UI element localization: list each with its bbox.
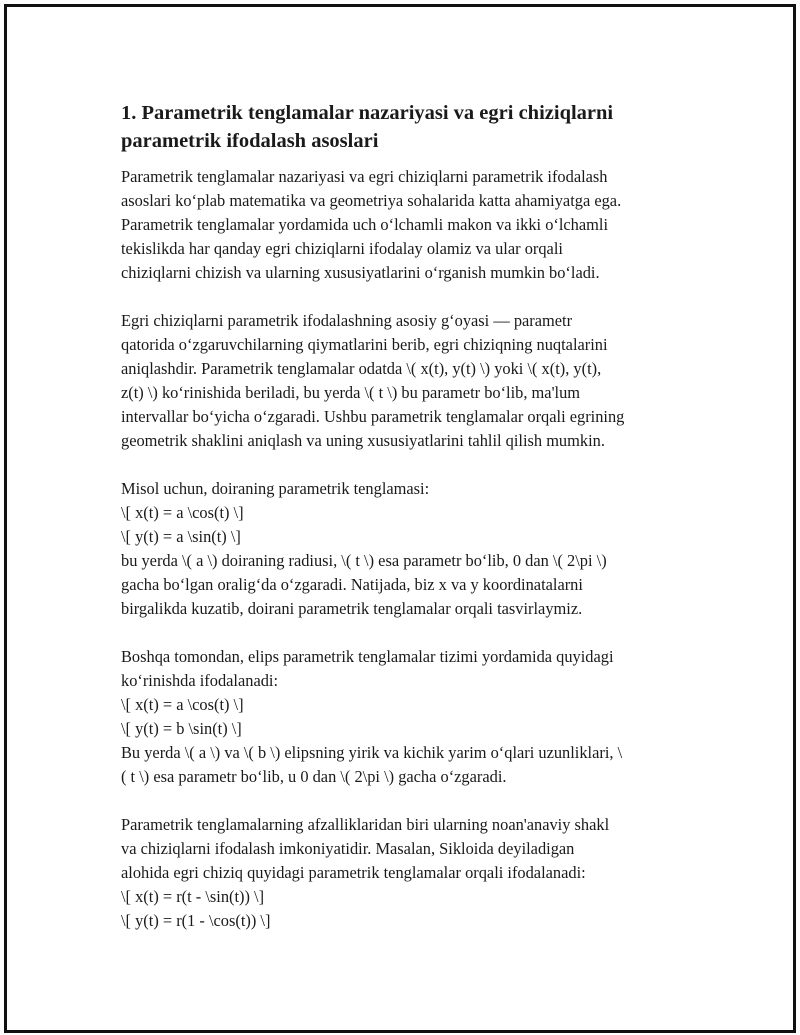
text-line: bu yerda \( a \) doiraning radiusi, \( t \) esa parametr bo‘lib, 0 dan \( 2\pi \) xyxy=(121,551,607,570)
document-body xyxy=(121,99,676,957)
text-line: z(t) \) ko‘rinishida beriladi, bu yerda \( t \) bu parametr bo‘lib, ma'lum xyxy=(121,383,581,402)
text-line: asoslari ko‘plab matematika va geometriya sohalarida katta ahamiyatga ega. xyxy=(121,191,622,210)
text-line: tekislikda har qanday egri chiziqlarni ifodalay olamiz va ular orqali xyxy=(121,239,563,258)
text-line: Parametrik tenglamalar yordamida uch o‘lchamli makon va ikki o‘lchamli xyxy=(121,215,609,234)
text-line: intervallar bo‘yicha o‘zgaradi. Ushbu parametrik tenglamalar orqali egrining xyxy=(121,407,625,426)
text-line: gacha bo‘lgan oralig‘da o‘zgaradi. Natijada, biz x va y koordinatalarni xyxy=(121,575,583,594)
paragraph-cycloid-example xyxy=(121,813,676,933)
text-line: geometrik shaklini aniqlash va uning xususiyatlarini tahlil qilish mumkin. xyxy=(121,431,605,450)
text-line: ( t \) esa parametr bo‘lib, u 0 dan \( 2\pi \) gacha o‘zgaradi. xyxy=(121,767,507,786)
text-line: alohida egri chiziq quyidagi parametrik tenglamalar orqali ifodalanadi: xyxy=(121,863,586,882)
text-line: Parametrik tenglamalar nazariyasi va egri chiziqlarni parametrik ifodalash xyxy=(121,167,608,186)
text-line: va chiziqlarni ifodalash imkoniyatidir. Masalan, Sikloida deyiladigan xyxy=(121,839,575,858)
paragraph-ellipse-example xyxy=(121,645,676,789)
text-line: ko‘rinishda ifodalanadi: xyxy=(121,671,279,690)
paragraph-intro xyxy=(121,165,676,285)
formula-line: \[ x(t) = a \cos(t) \] xyxy=(121,695,244,714)
text-line: Bu yerda \( a \) va \( b \) elipsning yirik va kichik yarim o‘qlari uzunliklari, \ xyxy=(121,743,623,762)
paragraph-main-idea xyxy=(121,309,676,453)
formula-line: \[ y(t) = a \sin(t) \] xyxy=(121,527,241,546)
text-line: Misol uchun, doiraning parametrik tenglamasi: xyxy=(121,479,430,498)
heading-line: parametrik ifodalash asoslari xyxy=(121,130,379,152)
paragraph-circle-example xyxy=(121,477,676,621)
section-heading xyxy=(121,99,676,155)
text-line: Boshqa tomondan, elips parametrik tenglamalar tizimi yordamida quyidagi xyxy=(121,647,614,666)
text-line: qatorida o‘zgaruvchilarning qiymatlarini berib, egri chiziqning nuqtalarini xyxy=(121,335,608,354)
formula-line: \[ y(t) = r(1 - \cos(t)) \] xyxy=(121,911,271,930)
formula-line: \[ x(t) = a \cos(t) \] xyxy=(121,503,244,522)
text-line: chiziqlarni chizish va ularning xususiyatlarini o‘rganish mumkin bo‘ladi. xyxy=(121,263,600,282)
text-line: aniqlashdir. Parametrik tenglamalar odatda \( x(t), y(t) \) yoki \( x(t), y(t), xyxy=(121,359,602,378)
formula-line: \[ y(t) = b \sin(t) \] xyxy=(121,719,242,738)
text-line: birgalikda kuzatib, doirani parametrik tenglamalar orqali tasvirlaymiz. xyxy=(121,599,583,618)
formula-line: \[ x(t) = r(t - \sin(t)) \] xyxy=(121,887,265,906)
page-frame xyxy=(4,4,796,1033)
text-line: Parametrik tenglamalarning afzalliklaridan biri ularning noan'anaviy shakl xyxy=(121,815,610,834)
heading-line: 1. Parametrik tenglamalar nazariyasi va egri chiziqlarni xyxy=(121,102,614,124)
text-line: Egri chiziqlarni parametrik ifodalashning asosiy g‘oyasi — parametr xyxy=(121,311,573,330)
